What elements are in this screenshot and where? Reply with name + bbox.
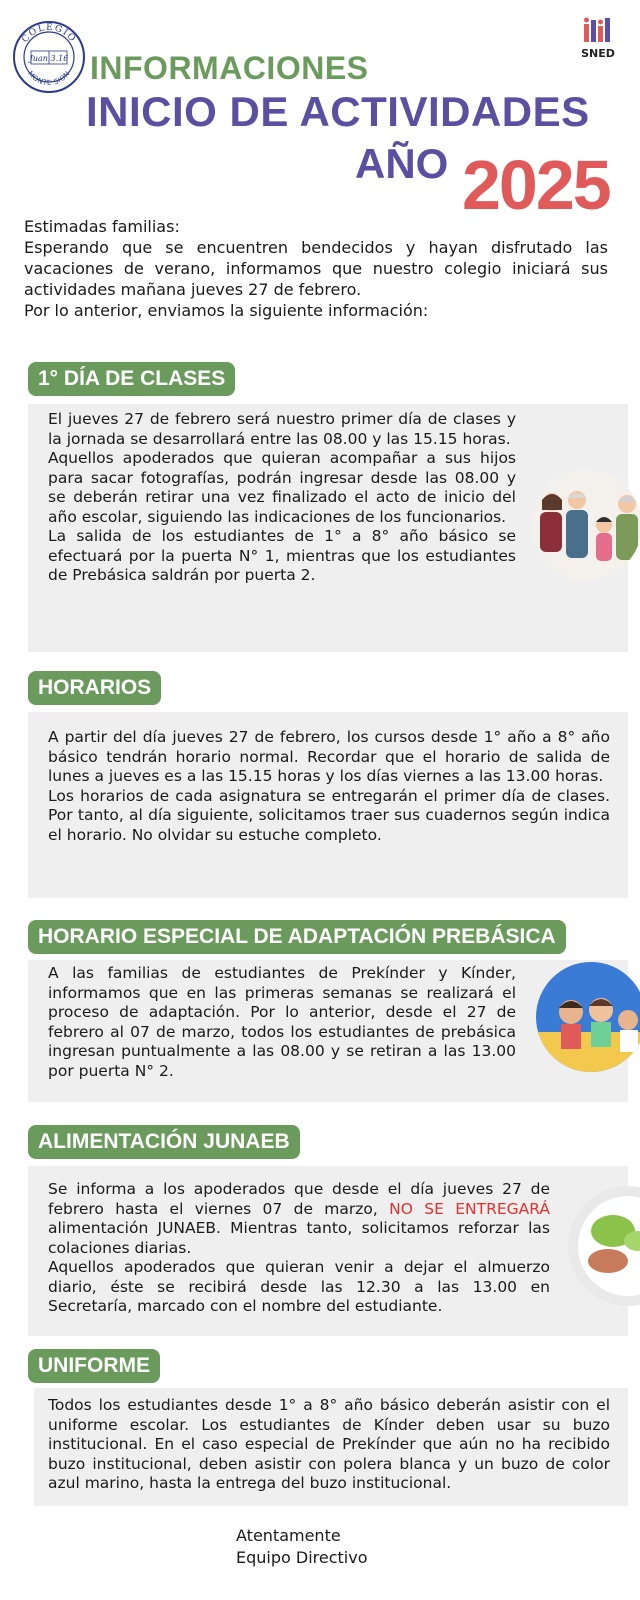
intro-closing-line: Por lo anterior, enviamos la siguiente información: bbox=[24, 301, 429, 320]
alimentacion-p1-before: Se informa a los apoderados que desde el día jueves 27 de febrero hasta el viernes 07 de marzo, bbox=[48, 1180, 550, 1218]
primer-dia-p2: Aquellos apoderados que quieran acompañar a sus hijos para sacar fotografías, podrán ingresar desde las 08.00 y se deberán retirar una vez finalizado el acto de inicio del año escolar, siguiendo las indicaciones de los funcionarios. bbox=[48, 449, 516, 526]
section-text-adaptacion bbox=[48, 964, 516, 1081]
closing-line2: Equipo Directivo bbox=[236, 1548, 368, 1567]
intro-block bbox=[24, 216, 608, 321]
sned-label: SNED bbox=[581, 47, 615, 60]
svg-text:MONTE SION: MONTE SION bbox=[26, 69, 72, 88]
closing-line1: Atentamente bbox=[236, 1526, 341, 1545]
sned-icon bbox=[580, 16, 616, 42]
section-text-horarios bbox=[48, 728, 610, 845]
children-photo bbox=[536, 962, 640, 1072]
sned-logo bbox=[568, 16, 628, 76]
primer-dia-p3: La salida de los estudiantes de 1° a 8° año básico se efectuará por la puerta N° 1, mientras que los estudiantes de Prebásica saldrán por puerta 2. bbox=[48, 527, 516, 584]
section-text-primer-dia bbox=[48, 410, 516, 586]
header-year: 2025 bbox=[462, 146, 610, 224]
section-title-adaptacion: HORARIO ESPECIAL DE ADAPTACIÓN PREBÁSICA bbox=[28, 920, 566, 954]
uniforme-p1: Todos los estudiantes desde 1° a 8° año básico deberán asistir con el uniforme escolar. Los estudiantes de Kínder deben usar su buzo institucional. En el caso especial de Prekínder que aún no ha recibido buzo institucional, deben asistir con polera blanca y un buzo de color azul marino, hasta la entrega del buzo institucional. bbox=[48, 1396, 610, 1492]
closing-block bbox=[236, 1525, 368, 1569]
section-title-horarios: HORARIOS bbox=[28, 671, 161, 705]
horarios-p1: A partir del día jueves 27 de febrero, los cursos desde 1° año a 8° año básico tendrán horario normal. Recordar que el horario de salida de lunes a jueves es a las 15.15 horas y los días viernes a las 13.00 horas. bbox=[48, 728, 610, 785]
intro-body: Esperando que se encuentren bendecidos y hayan disfrutado las vacaciones de verano, informamos que nuestro colegio iniciará sus actividades mañana jueves 27 de febrero. bbox=[24, 238, 608, 299]
svg-text:Juan 3.16: Juan 3.16 bbox=[29, 54, 69, 63]
section-text-uniforme bbox=[48, 1396, 610, 1494]
alimentacion-p2: Aquellos apoderados que quieran venir a dejar el almuerzo diario, éste se recibirá desde las 12.30 a las 13.00 en Secretaría, marcado con el nombre del estudiante. bbox=[48, 1258, 550, 1315]
school-logo bbox=[12, 20, 86, 94]
alimentacion-highlight: NO SE ENTREGARÁ bbox=[389, 1199, 550, 1218]
horarios-p2: Los horarios de cada asignatura se entregarán el primer día de clases. Por tanto, al día siguiente, solicitamos traer sus cuadernos según indica el horario. No olvidar su estuche completo. bbox=[48, 786, 610, 844]
alimentacion-p1-after: alimentación JUNAEB. Mientras tanto, solicitamos reforzar las colaciones diarias. bbox=[48, 1219, 550, 1257]
section-text-alimentacion bbox=[48, 1180, 550, 1317]
section-title-alimentacion: ALIMENTACIÓN JUNAEB bbox=[28, 1125, 300, 1159]
header-line-inicio: INICIO DE ACTIVIDADES bbox=[86, 88, 590, 135]
header-line-ano: AÑO bbox=[355, 140, 449, 187]
primer-dia-p1: El jueves 27 de febrero será nuestro primer día de clases y la jornada se desarrollará entre las 08.00 y las 15.15 horas. bbox=[48, 410, 516, 448]
section-title-uniforme: UNIFORME bbox=[28, 1349, 160, 1383]
family-illustration bbox=[532, 470, 640, 580]
section-title-primer-dia: 1° DÍA DE CLASES bbox=[28, 362, 235, 396]
header-line-informaciones: INFORMACIONES bbox=[90, 50, 369, 86]
intro-greeting: Estimadas familias: bbox=[24, 217, 180, 236]
svg-text:COLEGIO: COLEGIO bbox=[20, 22, 78, 45]
adaptacion-p1: A las familias de estudiantes de Prekínder y Kínder, informamos que en las primeras semanas se realizará el proceso de adaptación. Por lo anterior, desde el 27 de febrero al 07 de marzo, todos los estudiantes de prebásica ingresan puntualmente a las 08.00 y se retiran a las 13.00 por puerta N° 2. bbox=[48, 964, 516, 1080]
alimentacion-p1 bbox=[48, 1180, 550, 1258]
